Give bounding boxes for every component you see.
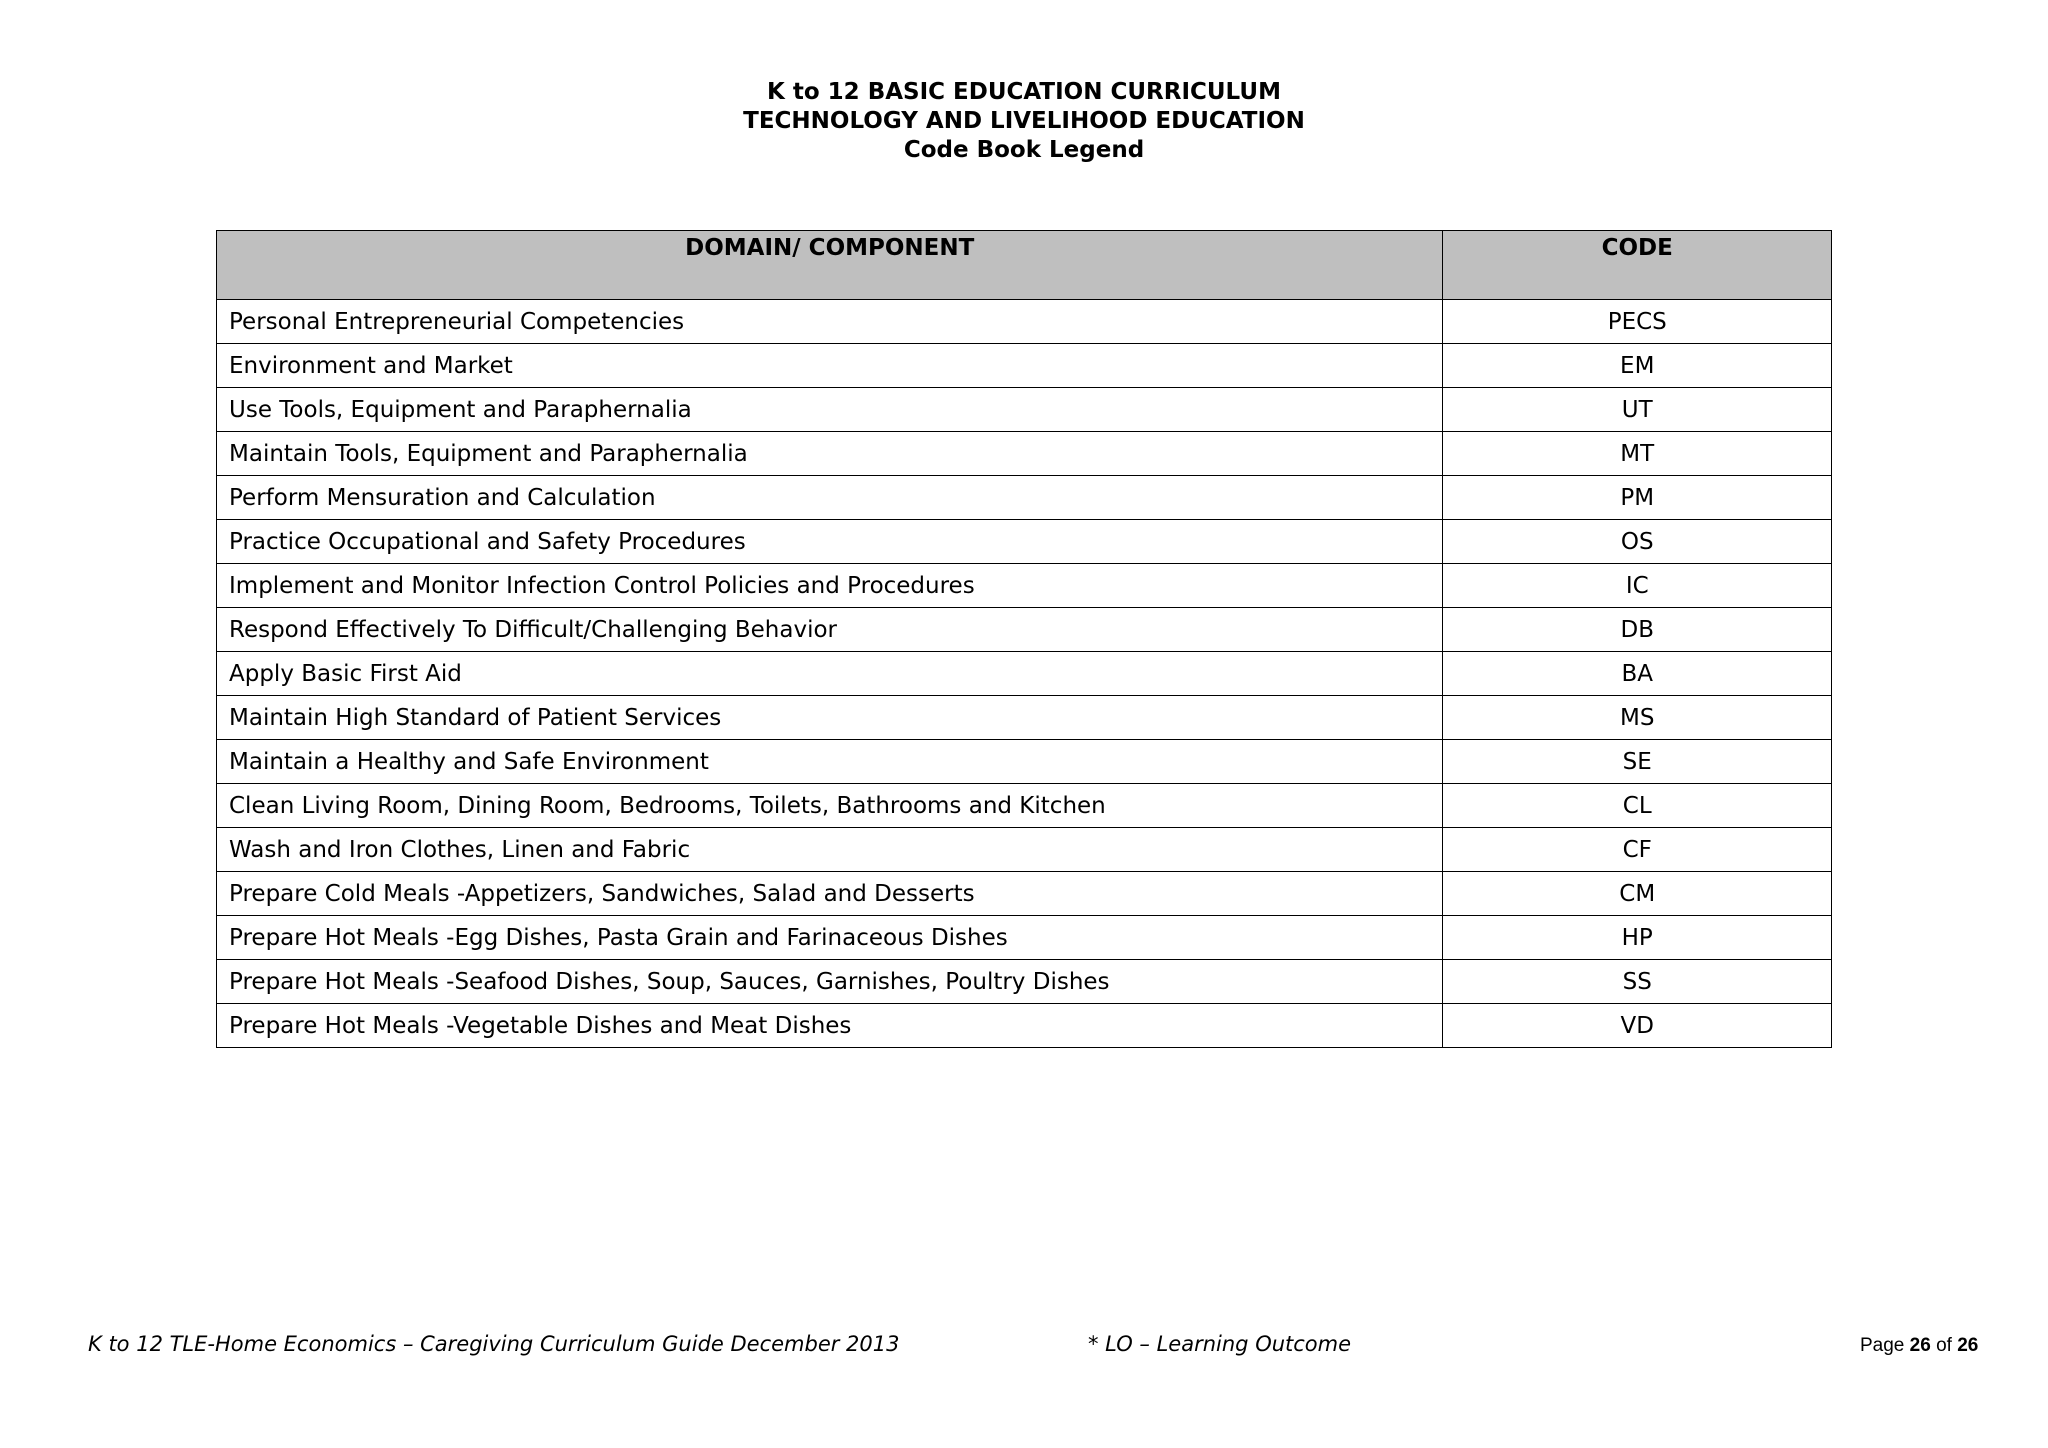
code-cell: OS (1443, 520, 1832, 564)
header-section-title: Code Book Legend (903, 137, 1145, 163)
code-cell: PM (1443, 476, 1832, 520)
code-cell: CL (1443, 784, 1832, 828)
table-row (217, 608, 1832, 652)
table-body (217, 300, 1832, 1048)
table-row (217, 696, 1832, 740)
domain-cell: Practice Occupational and Safety Procedures (217, 520, 1443, 564)
table-row (217, 300, 1832, 344)
domain-cell: Personal Entrepreneurial Competencies (217, 300, 1443, 344)
table-row (217, 388, 1832, 432)
page-prefix: Page (1860, 1335, 1905, 1356)
table-row (217, 1004, 1832, 1048)
code-cell: PECS (1443, 300, 1832, 344)
domain-cell: Prepare Hot Meals -Seafood Dishes, Soup, Sauces, Garnishes, Poultry Dishes (217, 960, 1443, 1004)
code-book-legend-table (216, 230, 1832, 1048)
domain-cell: Respond Effectively To Difficult/Challenging Behavior (217, 608, 1443, 652)
column-header-domain: DOMAIN/ COMPONENT (217, 231, 1443, 300)
domain-cell: Use Tools, Equipment and Paraphernalia (217, 388, 1443, 432)
code-cell: HP (1443, 916, 1832, 960)
document-header (0, 78, 2048, 165)
table-row (217, 916, 1832, 960)
page-number (1860, 1335, 1978, 1357)
domain-cell: Wash and Iron Clothes, Linen and Fabric (217, 828, 1443, 872)
table-row (217, 960, 1832, 1004)
table-row (217, 520, 1832, 564)
table-row (217, 344, 1832, 388)
code-cell: MT (1443, 432, 1832, 476)
footer-guide-title: K to 12 TLE-Home Economics – Caregiving Curriculum Guide December 2013 (88, 1332, 900, 1356)
header-title: K to 12 BASIC EDUCATION CURRICULUM (767, 79, 1281, 105)
table-row (217, 740, 1832, 784)
code-cell: MS (1443, 696, 1832, 740)
domain-cell: Perform Mensuration and Calculation (217, 476, 1443, 520)
page-current: 26 (1909, 1335, 1931, 1356)
page-total: 26 (1957, 1335, 1979, 1356)
domain-cell: Prepare Cold Meals -Appetizers, Sandwiches, Salad and Desserts (217, 872, 1443, 916)
table-row (217, 872, 1832, 916)
domain-cell: Maintain Tools, Equipment and Paraphernalia (217, 432, 1443, 476)
table-header-row (217, 231, 1832, 300)
domain-cell: Environment and Market (217, 344, 1443, 388)
code-cell: DB (1443, 608, 1832, 652)
code-cell: SS (1443, 960, 1832, 1004)
table-row (217, 652, 1832, 696)
code-cell: CF (1443, 828, 1832, 872)
domain-cell: Prepare Hot Meals -Vegetable Dishes and Meat Dishes (217, 1004, 1443, 1048)
code-cell: IC (1443, 564, 1832, 608)
table-row (217, 564, 1832, 608)
code-cell: VD (1443, 1004, 1832, 1048)
table-row (217, 784, 1832, 828)
domain-cell: Implement and Monitor Infection Control Policies and Procedures (217, 564, 1443, 608)
domain-cell: Apply Basic First Aid (217, 652, 1443, 696)
code-cell: CM (1443, 872, 1832, 916)
footer-note: * LO – Learning Outcome (1088, 1332, 1352, 1356)
domain-cell: Clean Living Room, Dining Room, Bedrooms, Toilets, Bathrooms and Kitchen (217, 784, 1443, 828)
domain-cell: Maintain a Healthy and Safe Environment (217, 740, 1443, 784)
table-row (217, 432, 1832, 476)
table-row (217, 476, 1832, 520)
code-cell: BA (1443, 652, 1832, 696)
page-of: of (1936, 1335, 1952, 1356)
domain-cell: Maintain High Standard of Patient Services (217, 696, 1443, 740)
column-header-code: CODE (1443, 231, 1832, 300)
header-subtitle: TECHNOLOGY AND LIVELIHOOD EDUCATION (743, 108, 1305, 134)
code-cell: EM (1443, 344, 1832, 388)
table-row (217, 828, 1832, 872)
domain-cell: Prepare Hot Meals -Egg Dishes, Pasta Grain and Farinaceous Dishes (217, 916, 1443, 960)
code-cell: UT (1443, 388, 1832, 432)
code-cell: SE (1443, 740, 1832, 784)
